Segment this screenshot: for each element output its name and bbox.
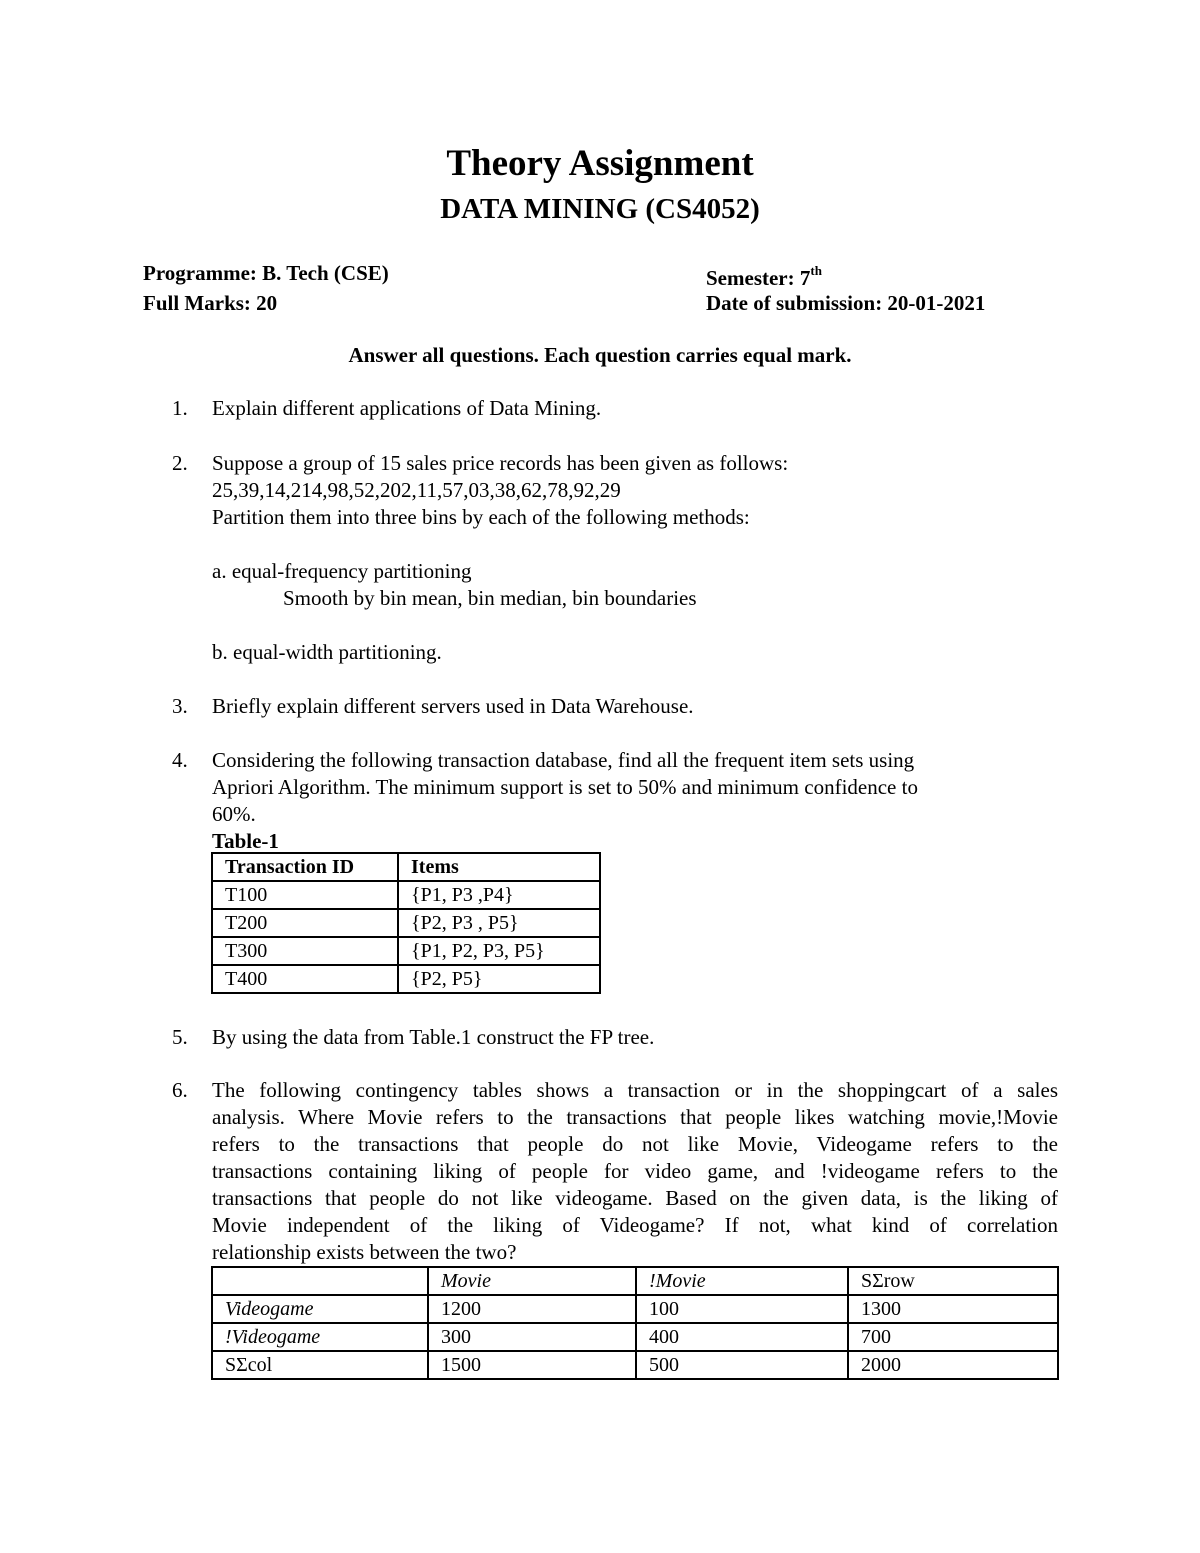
table-row — [212, 1323, 1058, 1351]
header-row-sum: SΣrow — [848, 1267, 1058, 1295]
question-4-line-3: 60%. — [212, 802, 256, 826]
document-title: Theory Assignment — [446, 143, 754, 184]
question-6-line: transactions that people do not like videogame. Based on the given data, is the liking of — [212, 1186, 1058, 1210]
full-marks-label: Full Marks: 20 — [143, 291, 278, 315]
table-cell: 700 — [848, 1323, 1058, 1351]
table-cell: 2000 — [848, 1351, 1058, 1379]
contingency-table — [211, 1266, 1059, 1380]
question-2-part-a-sub: Smooth by bin mean, bin median, bin boundaries — [283, 586, 697, 610]
table-cell: 100 — [636, 1295, 848, 1323]
question-6-line: Movie independent of the liking of Videogame? If not, what kind of correlation — [212, 1213, 1058, 1237]
header-movie: Movie — [428, 1267, 636, 1295]
question-3-number: 3. — [172, 694, 188, 718]
header-transaction-id: Transaction ID — [212, 853, 398, 881]
row-label-col-sum: SΣcol — [212, 1351, 428, 1379]
question-6-line: The following contingency tables shows a transaction or in the shoppingcart of a sales — [212, 1078, 1058, 1102]
question-6-line: transactions containing liking of people for video game, and !videogame refers to the — [212, 1159, 1058, 1183]
table-row — [212, 881, 600, 909]
instruction-text: Answer all questions. Each question carries equal mark. — [348, 343, 852, 367]
table-cell: 300 — [428, 1323, 636, 1351]
question-4-line-2: Apriori Algorithm. The minimum support is set to 50% and minimum confidence to — [212, 775, 918, 799]
items-cell: {P2, P3 , P5} — [398, 909, 600, 937]
empty-corner-cell — [212, 1267, 428, 1295]
question-2-line-3: Partition them into three bins by each of the following methods: — [212, 505, 750, 529]
items-cell: {P1, P3 ,P4} — [398, 881, 600, 909]
semester-text: Semester: 7 — [706, 266, 811, 290]
question-2-line-1: Suppose a group of 15 sales price records has been given as follows: — [212, 451, 789, 475]
transaction-table — [211, 852, 601, 994]
table-row — [212, 909, 600, 937]
table-header-row — [212, 853, 600, 881]
question-6-number: 6. — [172, 1078, 188, 1102]
question-1-number: 1. — [172, 396, 188, 420]
transaction-id-cell: T400 — [212, 965, 398, 993]
transaction-id-cell: T300 — [212, 937, 398, 965]
question-2-part-b: b. equal-width partitioning. — [212, 640, 442, 664]
question-3-text: Briefly explain different servers used in Data Warehouse. — [212, 694, 694, 718]
semester-label — [706, 260, 822, 291]
question-4-line-1: Considering the following transaction database, find all the frequent item sets using — [212, 748, 915, 772]
programme-label: Programme: B. Tech (CSE) — [143, 261, 389, 285]
table-cell: 1500 — [428, 1351, 636, 1379]
question-6-line: analysis. Where Movie refers to the transactions that people likes watching movie,!Movie — [212, 1105, 1058, 1129]
question-5-number: 5. — [172, 1025, 188, 1049]
question-2-number: 2. — [172, 451, 188, 475]
question-6-line: refers to the transactions that people do not like Movie, Videogame refers to the — [212, 1132, 1058, 1156]
table-row — [212, 1351, 1058, 1379]
table-cell: 500 — [636, 1351, 848, 1379]
header-items: Items — [398, 853, 600, 881]
table-row — [212, 1295, 1058, 1323]
semester-suffix: th — [810, 263, 822, 278]
question-4-number: 4. — [172, 748, 188, 772]
row-label-videogame: Videogame — [212, 1295, 428, 1323]
table-row — [212, 965, 600, 993]
table-cell: 400 — [636, 1323, 848, 1351]
question-6-line: relationship exists between the two? — [212, 1240, 517, 1264]
table-row — [212, 937, 600, 965]
question-1-text: Explain different applications of Data Mining. — [212, 396, 602, 420]
course-title: DATA MINING (CS4052) — [440, 193, 760, 225]
question-2-part-a: a. equal-frequency partitioning — [212, 559, 472, 583]
row-label-not-videogame: !Videogame — [212, 1323, 428, 1351]
transaction-id-cell: T200 — [212, 909, 398, 937]
question-5-text: By using the data from Table.1 construct the FP tree. — [212, 1025, 655, 1049]
table-cell: 1200 — [428, 1295, 636, 1323]
table-cell: 1300 — [848, 1295, 1058, 1323]
submission-date-label: Date of submission: 20-01-2021 — [706, 291, 986, 315]
question-2-records: 25,39,14,214,98,52,202,11,57,03,38,62,78,92,29 — [212, 478, 621, 502]
table-header-row — [212, 1267, 1058, 1295]
header-not-movie: !Movie — [636, 1267, 848, 1295]
table-1-caption: Table-1 — [212, 829, 279, 853]
items-cell: {P1, P2, P3, P5} — [398, 937, 600, 965]
transaction-id-cell: T100 — [212, 881, 398, 909]
items-cell: {P2, P5} — [398, 965, 600, 993]
